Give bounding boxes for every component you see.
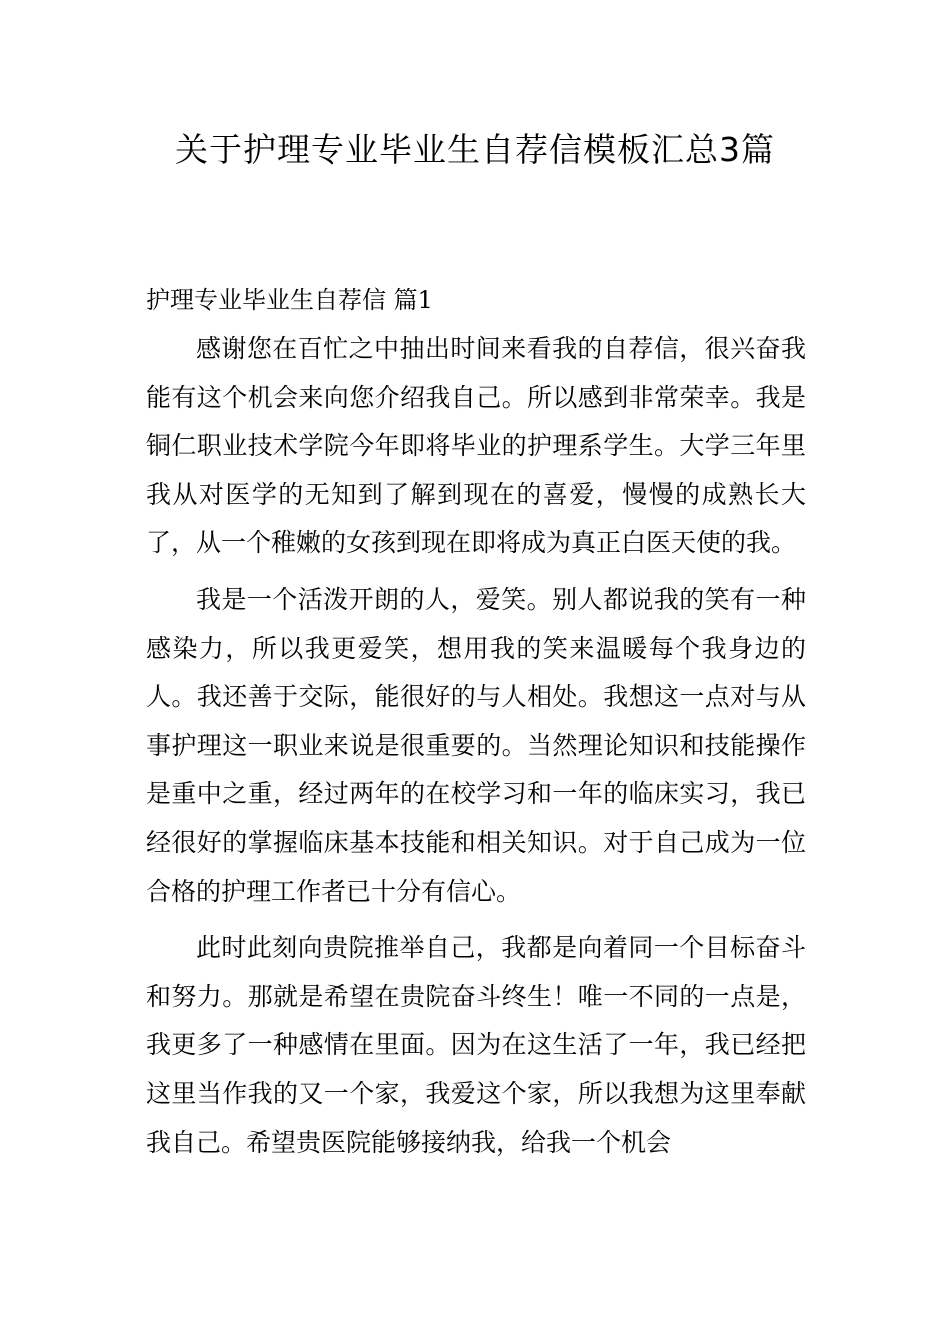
paragraph-1: 感谢您在百忙之中抽出时间来看我的自荐信，很兴奋我能有这个机会来向您介绍我自己。所以感到非常荣幸。我是铜仁职业技术学院今年即将毕业的护理系学生。大学三年里我从对医学的无知到了解到现在的喜爱，慢慢的成熟长大了，从一个稚嫩的女孩到现在即将成为真正白医天使的我。 xyxy=(146,334,806,558)
document-body xyxy=(146,325,806,1175)
paragraph-3: 此时此刻向贵院推举自己，我都是向着同一个目标奋斗和努力。那就是希望在贵院奋斗终生！唯一不同的一点是，我更多了一种感情在里面。因为在这生活了一年，我已经把这里当作我的又一个家，我爱这个家，所以我想为这里奉献我自己。希望贵医院能够接纳我，给我一个机会 xyxy=(146,933,806,1157)
paragraph-2: 我是一个活泼开朗的人，爱笑。别人都说我的笑有一种感染力，所以我更爱笑，想用我的笑来温暖每个我身边的人。我还善于交际，能很好的与人相处。我想这一点对与从事护理这一职业来说是很重要的。当然理论知识和技能操作是重中之重，经过两年的在校学习和一年的临床实习，我已经很好的掌握临床基本技能和相关知识。对于自己成为一位合格的护理工作者已十分有信心。 xyxy=(146,584,806,906)
document-title: 关于护理专业毕业生自荐信模板汇总3篇 xyxy=(175,130,775,169)
section-heading: 护理专业毕业生自荐信 篇1 xyxy=(146,286,433,314)
